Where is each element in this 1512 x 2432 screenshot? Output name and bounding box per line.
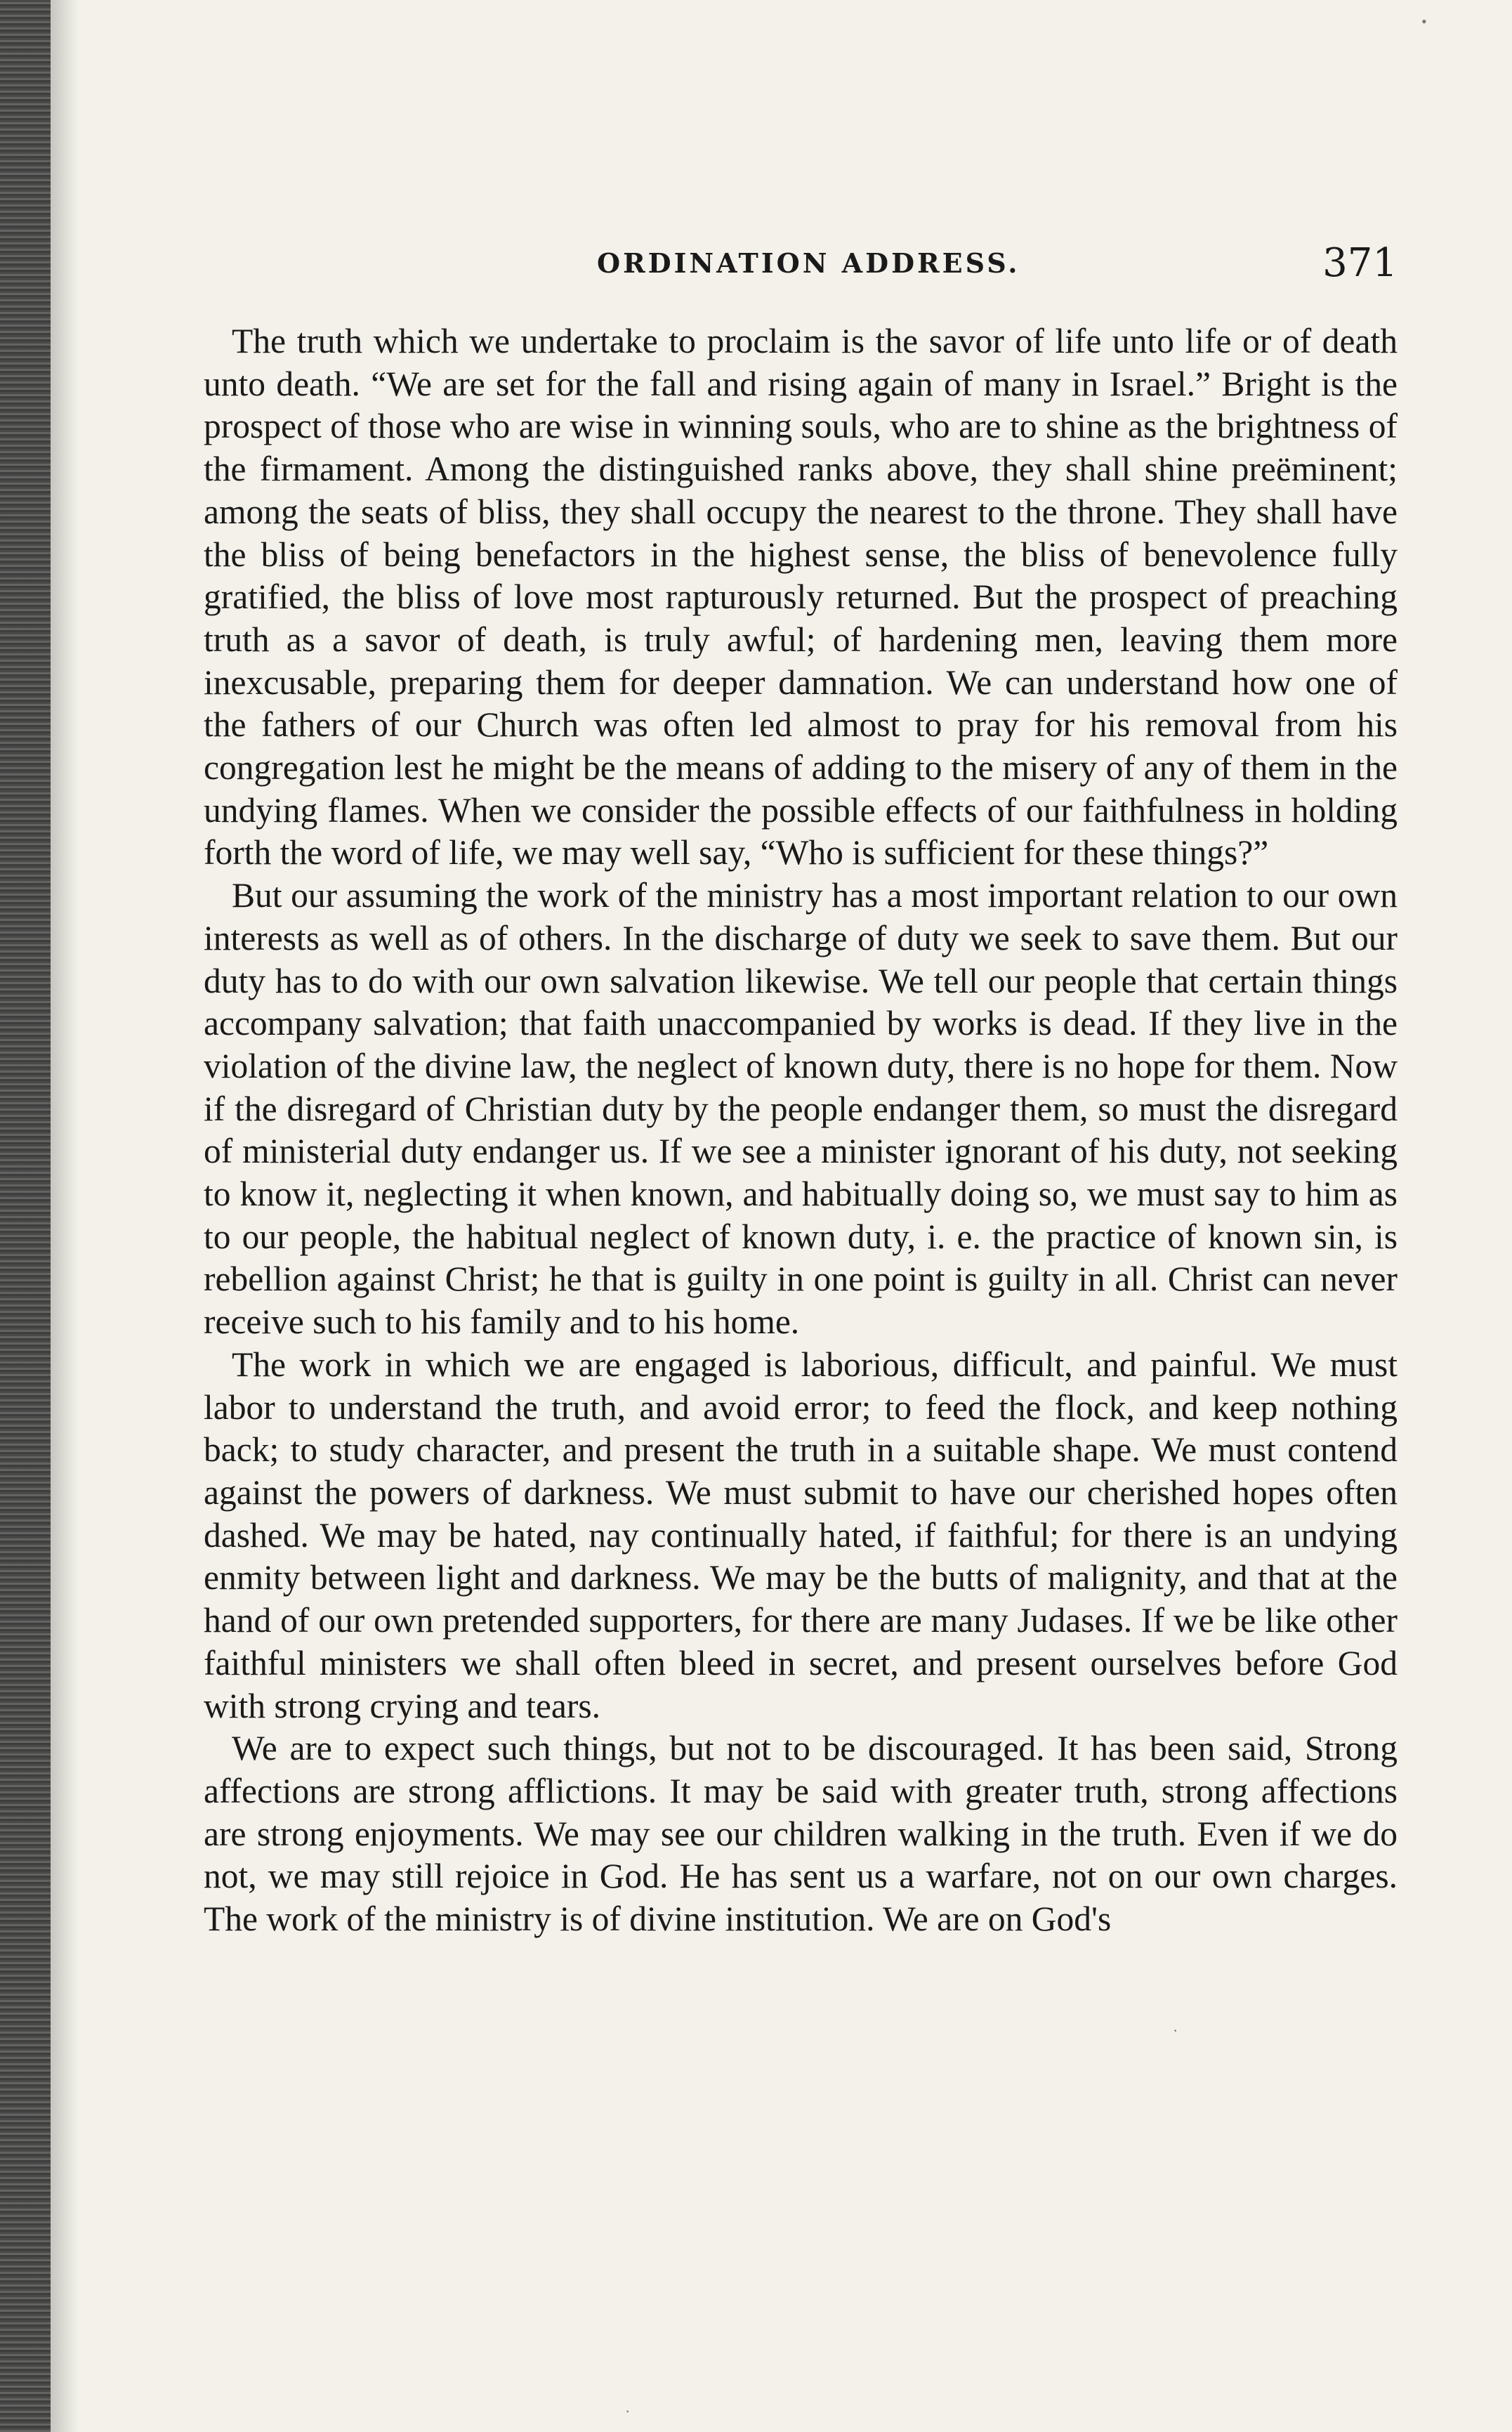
paragraph: The truth which we undertake to proclaim is the savor of life unto life or of death unto death. “We are set for the fall and rising again of many in Israel.” Bright is the prospect of those who are wise in winning souls, who are to shine as the brightness of the firmament. Among the distinguished ranks above, they shall shine preëminent; among the seats of bliss, they shall occupy the nearest to the throne. They shall have the bliss of being benefactors in the highest sense, the bliss of benevolence fully gratified, the bliss of love most rapturously returned. But the prospect of preaching truth as a savor of death, is truly awful; of hardening men, leaving them more inexcusable, preparing them for deeper damnation. We can understand how one of the fathers of our Church was often led almost to pray for his removal from his congregation lest he might be the means of adding to the misery of any of them in the undying flames. When we consider the possible effects of our faithfulness in holding forth the word of life, we may well say, “Who is sufficient for these things?” bbox=[204, 322, 1398, 872]
paragraph: The work in which we are engaged is laborious, difficult, and painful. We must labor to understand the truth, and avoid error; to feed the flock, and keep nothing back; to study character, and present the truth in a suitable shape. We must contend against the powers of darkness. We must submit to have our cherished hopes often dashed. We may be hated, nay continually hated, if faithful; for there is an undying enmity between light and darkness. We may be the butts of malignity, and that at the hand of our own pretended supporters, for there are many Judases. If we be like other faithful ministers we shall often bleed in secret, and present ourselves before God with strong crying and tears. bbox=[204, 1345, 1398, 1725]
running-head: ORDINATION ADDRESS. bbox=[597, 247, 1020, 279]
book-binding-edge bbox=[0, 0, 51, 2432]
paragraph: We are to expect such things, but not to be discouraged. It has been said, Strong affections are strong afflictions. It may be said with greater truth, strong affections are strong enjoyments. We may see our children walking in the truth. Even if we do not, we may still rejoice in God. He has sent us a warfare, not on our own charges. The work of the ministry is of divine institution. We are on God's bbox=[204, 1729, 1398, 1939]
page-number: 371 bbox=[1322, 240, 1398, 286]
margin-speck: • bbox=[1421, 13, 1427, 30]
paragraph: But our assuming the work of the ministry has a most important relation to our own interests as well as of others. In the discharge of duty we seek to save them. But our duty has to do with our own salvation likewise. We tell our people that certain things accompany salvation; that faith unaccompanied by works is dead. If they live in the violation of the divine law, the neglect of known duty, there is no hope for them. Now if the disregard of Christian duty by the people endanger them, so must the disregard of ministerial duty endanger us. If we see a minister ignorant of his duty, not seeking to know it, neglecting it when known, and habitually doing so, we must say to him as to our people, the habitual neglect of known duty, i. e. the practice of known sin, is rebellion against Christ; he that is guilty in one point is guilty in all. Christ can never receive such to his family and to his home. bbox=[204, 876, 1398, 1342]
page-header bbox=[204, 240, 1398, 303]
margin-speck: · bbox=[625, 2402, 631, 2420]
body-text bbox=[204, 320, 1398, 1941]
margin-speck: · bbox=[1173, 2022, 1178, 2039]
gutter-shadow bbox=[51, 0, 79, 2432]
